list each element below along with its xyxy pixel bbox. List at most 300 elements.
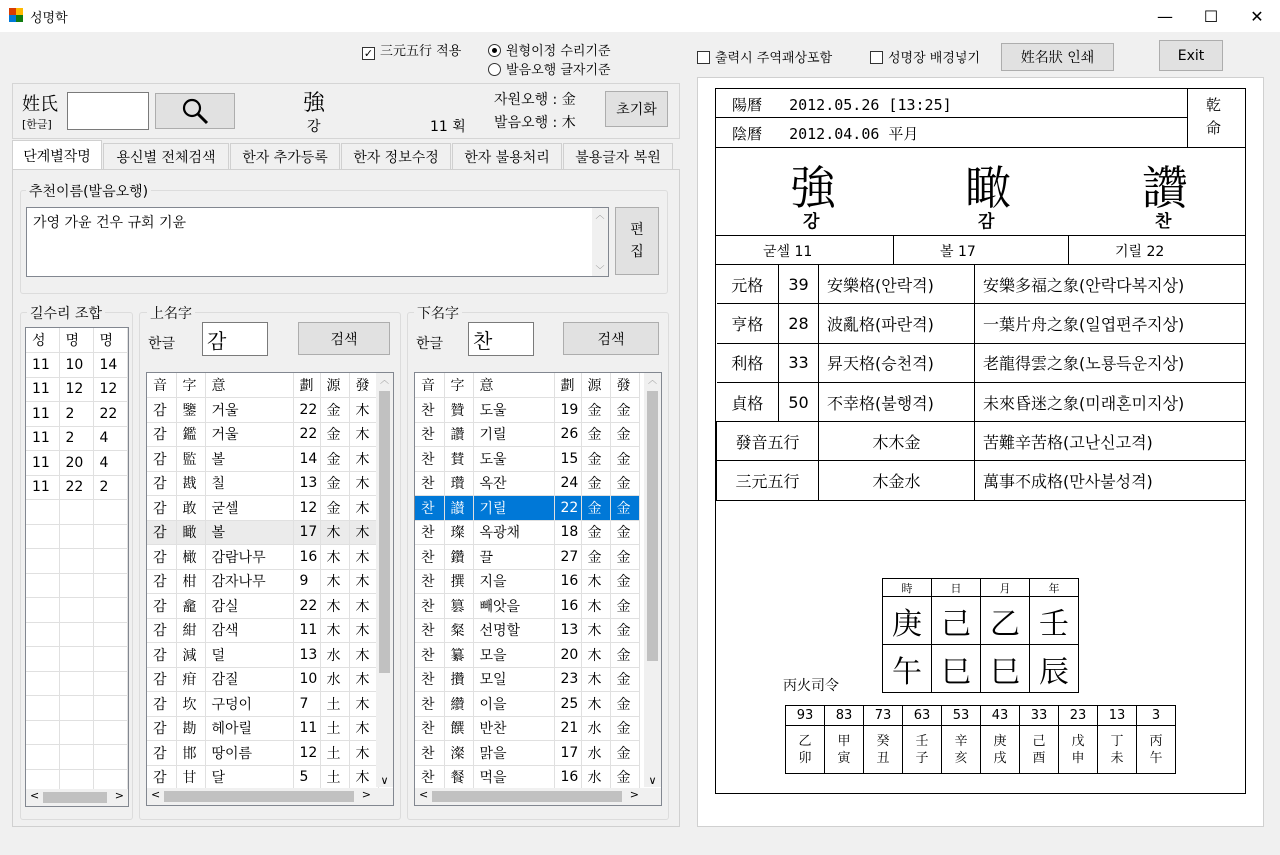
table-row[interactable] bbox=[26, 377, 127, 402]
table-cell: 11 bbox=[26, 451, 59, 476]
table-cell: 龕 bbox=[176, 594, 205, 619]
table-cell: 맑을 bbox=[473, 741, 554, 766]
table-cell: 찬 bbox=[415, 422, 444, 447]
radio-baleum[interactable]: 발음오행 글자기준 bbox=[488, 59, 611, 78]
table-cell: 金 bbox=[610, 422, 639, 447]
scroll-down-icon: ﹀ bbox=[595, 266, 605, 276]
table-row[interactable] bbox=[147, 643, 378, 668]
table-cell: 木 bbox=[349, 520, 378, 545]
table-cell: 4 bbox=[93, 451, 127, 476]
table-row[interactable] bbox=[147, 569, 378, 594]
table-row[interactable] bbox=[415, 618, 639, 643]
surname-hanja: 強 bbox=[303, 91, 326, 116]
gilsuri-hscroll[interactable] bbox=[26, 789, 128, 806]
lower-hangul-label: 한글 bbox=[416, 336, 444, 352]
table-row[interactable] bbox=[26, 426, 127, 451]
table-cell: 木 bbox=[320, 618, 349, 643]
col-header: 劃 bbox=[293, 373, 320, 398]
table-cell: 감 bbox=[147, 692, 176, 717]
table-cell: 9 bbox=[293, 569, 320, 594]
gyeok-cell: 不幸格(불행격) bbox=[819, 382, 975, 421]
table-cell: 土 bbox=[320, 765, 349, 790]
saju-stem: 己 bbox=[932, 597, 981, 645]
table-cell: 19 bbox=[554, 398, 581, 423]
table-cell: 金 bbox=[581, 545, 610, 570]
header-myeong2: 명 bbox=[93, 328, 127, 353]
table-cell: 13 bbox=[554, 618, 581, 643]
table-cell: 옥잔 bbox=[473, 471, 554, 496]
scroll-right-icon: > bbox=[361, 788, 371, 801]
daeun-age: 93 bbox=[786, 706, 825, 726]
check-icon: ✓ bbox=[363, 47, 374, 60]
baleum-ohaeng: 발음오행 : 木 bbox=[494, 115, 576, 131]
table-cell: 金 bbox=[610, 545, 639, 570]
gilsuri-label: 길수리 조합 bbox=[27, 303, 105, 323]
table-row[interactable] bbox=[26, 451, 127, 476]
upper-search-button[interactable]: 검색 bbox=[298, 322, 390, 355]
ohaeng-result: 苦難辛苦格(고난신고격) bbox=[975, 422, 1246, 461]
gyeok-row bbox=[717, 304, 1246, 343]
table-row[interactable] bbox=[415, 422, 639, 447]
scroll-thumb[interactable] bbox=[647, 391, 658, 661]
saju-branch-row bbox=[883, 645, 1079, 693]
table-cell: 金 bbox=[320, 496, 349, 521]
table-row[interactable] bbox=[147, 618, 378, 643]
gyeok-cell: 貞格 bbox=[717, 382, 779, 421]
table-cell: 찬 bbox=[415, 545, 444, 570]
table-cell: 모일 bbox=[473, 667, 554, 692]
table-cell: 감 bbox=[147, 765, 176, 790]
table-cell: 찬 bbox=[415, 447, 444, 472]
table-cell: 坎 bbox=[176, 692, 205, 717]
saju-header: 年 bbox=[1030, 579, 1079, 597]
table-cell: 찬 bbox=[415, 692, 444, 717]
lower-grid[interactable] bbox=[414, 372, 662, 806]
table-cell: 감 bbox=[147, 643, 176, 668]
table-cell: 22 bbox=[293, 422, 320, 447]
tab-danggye[interactable]: 단계별작명 bbox=[12, 140, 102, 170]
upper-input[interactable]: 감 bbox=[202, 322, 268, 356]
table-cell: 金 bbox=[581, 447, 610, 472]
table-cell: 澯 bbox=[444, 741, 473, 766]
table-cell: 金 bbox=[320, 398, 349, 423]
gyeok-rows bbox=[716, 264, 1246, 501]
tab-add-hanja[interactable]: 한자 추가등록 bbox=[230, 143, 340, 169]
table-cell: 감 bbox=[147, 667, 176, 692]
table-row[interactable] bbox=[147, 741, 378, 766]
table-cell: 땅이름 bbox=[205, 741, 293, 766]
table-row[interactable] bbox=[415, 765, 639, 790]
daeun-stem: 丁 bbox=[1110, 733, 1124, 749]
gilsuri-grid[interactable] bbox=[25, 327, 129, 807]
table-row[interactable] bbox=[415, 496, 639, 521]
daeun-pillar bbox=[942, 726, 981, 774]
table-cell: 볼 bbox=[205, 447, 293, 472]
background-checkbox[interactable]: 성명장 배경넣기 bbox=[870, 47, 980, 66]
window-title: 성명학 bbox=[30, 11, 68, 26]
table-cell: 疳 bbox=[176, 667, 205, 692]
table-row[interactable] bbox=[415, 716, 639, 741]
table-cell: 20 bbox=[59, 451, 93, 476]
table-row[interactable] bbox=[147, 496, 378, 521]
table-cell: 木 bbox=[349, 422, 378, 447]
table-row[interactable] bbox=[415, 398, 639, 423]
table-cell: 土 bbox=[320, 716, 349, 741]
sanwon-checkbox[interactable]: ✓ 三元五行 적용 bbox=[363, 44, 462, 60]
table-cell: 감 bbox=[147, 741, 176, 766]
tab-yongsin[interactable]: 용신별 전체검색 bbox=[103, 143, 229, 169]
table-cell: 2 bbox=[59, 402, 93, 427]
gyeok-cell: 安樂多福之象(안락다복지상) bbox=[975, 265, 1246, 304]
table-row[interactable] bbox=[26, 353, 127, 378]
gyeok-cell: 利格 bbox=[717, 343, 779, 382]
table-row[interactable] bbox=[415, 741, 639, 766]
daeun-branch: 丑 bbox=[876, 750, 890, 766]
table-cell: 柑 bbox=[176, 569, 205, 594]
table-row[interactable] bbox=[26, 402, 127, 427]
empty-row bbox=[26, 671, 127, 696]
table-row[interactable] bbox=[147, 520, 378, 545]
table-cell: 16 bbox=[554, 594, 581, 619]
table-row[interactable] bbox=[147, 692, 378, 717]
table-cell: 23 bbox=[554, 667, 581, 692]
gyeok-cell: 老龍得雲之象(노룡득운지상) bbox=[975, 343, 1246, 382]
gun-label-2: 命 bbox=[1206, 119, 1222, 137]
table-row[interactable] bbox=[147, 765, 378, 790]
table-cell: 水 bbox=[581, 741, 610, 766]
table-cell: 14 bbox=[93, 353, 127, 378]
table-cell: 찬 bbox=[415, 741, 444, 766]
table-row[interactable] bbox=[147, 422, 378, 447]
title-bar bbox=[0, 0, 1280, 32]
table-cell: 木 bbox=[349, 765, 378, 790]
search-button[interactable] bbox=[155, 93, 235, 129]
daeun-pillar bbox=[864, 726, 903, 774]
table-cell: 水 bbox=[581, 716, 610, 741]
radio-selected-icon bbox=[488, 44, 501, 57]
table-cell: 金 bbox=[320, 422, 349, 447]
table-cell: 金 bbox=[610, 716, 639, 741]
table-row[interactable] bbox=[415, 447, 639, 472]
print-juyeok-checkbox[interactable]: 출력시 주역괘상포함 bbox=[697, 47, 832, 66]
daeun-branch: 寅 bbox=[837, 750, 851, 766]
table-cell: 11 bbox=[26, 353, 59, 378]
lower-input[interactable]: 찬 bbox=[468, 322, 534, 356]
table-cell: 金 bbox=[581, 496, 610, 521]
lower-hscroll[interactable] bbox=[415, 788, 661, 805]
radio-wonhyeong[interactable]: 원형이정 수리기준 bbox=[488, 40, 611, 59]
saju-header: 月 bbox=[981, 579, 1030, 597]
table-cell: 木 bbox=[581, 594, 610, 619]
daeun-pillar bbox=[786, 726, 825, 774]
table-cell: 紺 bbox=[176, 618, 205, 643]
table-cell: 敢 bbox=[176, 496, 205, 521]
scroll-left-icon: < bbox=[151, 788, 161, 801]
table-row[interactable] bbox=[147, 471, 378, 496]
table-cell: 이을 bbox=[473, 692, 554, 717]
table-cell: 15 bbox=[554, 447, 581, 472]
table-cell: 2 bbox=[59, 426, 93, 451]
table-cell: 거울 bbox=[205, 422, 293, 447]
table-cell: 칠 bbox=[205, 471, 293, 496]
maximize-button[interactable]: ☐ bbox=[1203, 6, 1219, 26]
daeun-age: 33 bbox=[1020, 706, 1059, 726]
table-row[interactable] bbox=[415, 692, 639, 717]
surname-hangul: 강 bbox=[307, 119, 321, 135]
scroll-up-icon: ︿ bbox=[595, 211, 605, 221]
table-cell: 木 bbox=[349, 741, 378, 766]
empty-row bbox=[26, 500, 127, 525]
lower-table bbox=[415, 373, 640, 790]
daeun-branch: 酉 bbox=[1032, 750, 1046, 766]
table-cell: 木 bbox=[349, 569, 378, 594]
table-cell: 纘 bbox=[444, 692, 473, 717]
table-row[interactable] bbox=[147, 594, 378, 619]
table-cell: 鑒 bbox=[176, 398, 205, 423]
table-cell: 감람나무 bbox=[205, 545, 293, 570]
table-cell: 22 bbox=[93, 402, 127, 427]
table-cell: 木 bbox=[349, 496, 378, 521]
table-cell: 減 bbox=[176, 643, 205, 668]
table-cell: 끌 bbox=[473, 545, 554, 570]
table-cell: 木 bbox=[320, 545, 349, 570]
table-row[interactable] bbox=[415, 594, 639, 619]
solar-date: 陽曆 2012.05.26 [13:25] bbox=[732, 96, 952, 114]
table-cell: 金 bbox=[610, 667, 639, 692]
table-row[interactable] bbox=[147, 716, 378, 741]
gyeok-cell: 亨格 bbox=[717, 304, 779, 343]
upper-vscroll[interactable] bbox=[376, 373, 393, 787]
scroll-thumb[interactable] bbox=[164, 791, 354, 802]
table-cell: 찬 bbox=[415, 569, 444, 594]
daeun-pillar bbox=[903, 726, 942, 774]
table-cell: 篡 bbox=[444, 594, 473, 619]
table-cell: 찬 bbox=[415, 496, 444, 521]
table-row[interactable] bbox=[415, 569, 639, 594]
recommend-label: 추천이름(발음오행) bbox=[26, 181, 151, 201]
name-hanja-2: 瞰 bbox=[965, 161, 1011, 215]
gyeok-cell: 50 bbox=[779, 382, 819, 421]
meaning-1: 굳셀 11 bbox=[763, 244, 813, 260]
ohaeng-label: 發音五行 bbox=[717, 422, 819, 461]
ohaeng-result: 萬事不成格(만사불성격) bbox=[975, 461, 1246, 500]
exit-button[interactable]: Exit bbox=[1159, 40, 1223, 71]
gyeok-table bbox=[716, 264, 1246, 501]
table-cell: 璨 bbox=[444, 520, 473, 545]
daeun-table bbox=[785, 705, 1176, 774]
table-cell: 土 bbox=[320, 692, 349, 717]
table-cell: 讚 bbox=[444, 422, 473, 447]
table-row[interactable] bbox=[415, 667, 639, 692]
table-cell: 木 bbox=[581, 643, 610, 668]
table-cell: 金 bbox=[610, 741, 639, 766]
table-cell: 甘 bbox=[176, 765, 205, 790]
table-cell: 木 bbox=[349, 618, 378, 643]
table-cell: 金 bbox=[581, 520, 610, 545]
daeun-age: 63 bbox=[903, 706, 942, 726]
table-row[interactable] bbox=[26, 475, 127, 500]
saju-branch: 巳 bbox=[981, 645, 1030, 693]
daeun-branch: 未 bbox=[1110, 750, 1124, 766]
table-cell: 20 bbox=[554, 643, 581, 668]
gyeok-row bbox=[717, 265, 1246, 304]
table-cell: 찬 bbox=[415, 667, 444, 692]
table-cell: 감 bbox=[147, 471, 176, 496]
name-hangul-3: 찬 bbox=[1155, 212, 1172, 232]
table-cell: 勘 bbox=[176, 716, 205, 741]
gyeok-cell: 28 bbox=[779, 304, 819, 343]
table-cell: 金 bbox=[581, 471, 610, 496]
table-cell: 土 bbox=[320, 741, 349, 766]
lunar-date: 陰曆 2012.04.06 平月 bbox=[732, 125, 919, 143]
lower-search-button[interactable]: 검색 bbox=[563, 322, 659, 355]
table-cell: 鑽 bbox=[444, 545, 473, 570]
upper-grid[interactable] bbox=[146, 372, 394, 806]
table-cell: 木 bbox=[320, 594, 349, 619]
table-row[interactable] bbox=[147, 447, 378, 472]
name-hangul-2: 감 bbox=[978, 212, 995, 232]
table-row[interactable] bbox=[415, 471, 639, 496]
divider bbox=[716, 235, 1245, 236]
table-cell: 먹을 bbox=[473, 765, 554, 790]
col-header: 音 bbox=[415, 373, 444, 398]
saju-header-row bbox=[883, 579, 1079, 597]
minimize-button[interactable]: — bbox=[1157, 6, 1173, 26]
surname-label: 姓氏 bbox=[22, 94, 58, 115]
empty-row bbox=[26, 745, 127, 770]
table-cell: 25 bbox=[554, 692, 581, 717]
table-cell: 木 bbox=[581, 692, 610, 717]
divider bbox=[893, 235, 894, 264]
tab-restore-hanja[interactable]: 불용글자 복원 bbox=[563, 143, 673, 169]
upper-label: 上名字 bbox=[147, 303, 195, 323]
daeun-pillar bbox=[825, 726, 864, 774]
surname-input[interactable] bbox=[67, 92, 149, 130]
table-row[interactable] bbox=[415, 643, 639, 668]
gyeok-cell: 昇天格(승천격) bbox=[819, 343, 975, 382]
edit-button[interactable]: 편 집 bbox=[615, 207, 659, 275]
saju-branch: 午 bbox=[883, 645, 932, 693]
daeun-branch: 午 bbox=[1149, 750, 1163, 766]
table-cell: 감질 bbox=[205, 667, 293, 692]
recommend-textarea[interactable] bbox=[26, 207, 609, 277]
col-header: 發 bbox=[349, 373, 378, 398]
col-header: 源 bbox=[320, 373, 349, 398]
table-cell: 金 bbox=[610, 471, 639, 496]
scroll-thumb[interactable] bbox=[379, 391, 390, 673]
table-cell: 監 bbox=[176, 447, 205, 472]
radio-icon bbox=[488, 63, 501, 76]
gyeok-cell: 一葉片舟之象(일엽편주지상) bbox=[975, 304, 1246, 343]
table-row[interactable] bbox=[147, 545, 378, 570]
scroll-thumb[interactable] bbox=[432, 791, 622, 802]
saju-stem: 乙 bbox=[981, 597, 1030, 645]
table-cell: 木 bbox=[349, 471, 378, 496]
table-cell: 金 bbox=[610, 618, 639, 643]
saju-stem: 壬 bbox=[1030, 597, 1079, 645]
daeun-pillar bbox=[1098, 726, 1137, 774]
table-cell: 22 bbox=[59, 475, 93, 500]
table-cell: 木 bbox=[320, 569, 349, 594]
table-cell: 11 bbox=[26, 402, 59, 427]
scroll-thumb[interactable] bbox=[43, 792, 107, 803]
saju-stem: 庚 bbox=[883, 597, 932, 645]
daeun-stem: 丙 bbox=[1149, 733, 1163, 749]
empty-row bbox=[26, 696, 127, 721]
daeun-branch: 子 bbox=[915, 750, 929, 766]
table-row[interactable] bbox=[415, 520, 639, 545]
table-cell: 木 bbox=[320, 520, 349, 545]
scroll-left-icon: < bbox=[30, 789, 40, 802]
reset-button[interactable]: 초기화 bbox=[605, 91, 668, 127]
scroll-left-icon: < bbox=[419, 788, 429, 801]
gyeok-cell: 波亂格(파란격) bbox=[819, 304, 975, 343]
upper-table bbox=[147, 373, 379, 790]
table-cell: 빼앗을 bbox=[473, 594, 554, 619]
print-button[interactable]: 姓名狀 인쇄 bbox=[1001, 43, 1114, 71]
ohaeng-value: 木木金 bbox=[819, 422, 975, 461]
daeun-age: 13 bbox=[1098, 706, 1137, 726]
saju-header: 日 bbox=[932, 579, 981, 597]
table-cell: 金 bbox=[610, 398, 639, 423]
table-cell: 12 bbox=[93, 377, 127, 402]
empty-row bbox=[26, 720, 127, 745]
col-header: 音 bbox=[147, 373, 176, 398]
ohaeng-value: 木金水 bbox=[819, 461, 975, 500]
table-row[interactable] bbox=[415, 545, 639, 570]
table-cell: 감색 bbox=[205, 618, 293, 643]
meaning-2: 볼 17 bbox=[940, 244, 976, 260]
table-cell: 감 bbox=[147, 569, 176, 594]
gyeok-cell: 未來昏迷之象(미래혼미지상) bbox=[975, 382, 1246, 421]
table-cell: 17 bbox=[293, 520, 320, 545]
table-cell: 감 bbox=[147, 447, 176, 472]
daeun-age: 83 bbox=[825, 706, 864, 726]
upper-hscroll[interactable] bbox=[147, 788, 393, 805]
table-cell: 굳셀 bbox=[205, 496, 293, 521]
table-cell: 거울 bbox=[205, 398, 293, 423]
header-seong: 성 bbox=[26, 328, 59, 353]
table-cell: 11 bbox=[293, 716, 320, 741]
table-cell: 11 bbox=[293, 618, 320, 643]
table-row[interactable] bbox=[147, 398, 378, 423]
table-cell: 감실 bbox=[205, 594, 293, 619]
daeun-stem: 乙 bbox=[798, 733, 812, 749]
daeun-grid bbox=[785, 705, 1176, 774]
daeun-stem: 壬 bbox=[915, 733, 929, 749]
tab-edit-hanja[interactable]: 한자 정보수정 bbox=[341, 143, 451, 169]
table-cell: 纂 bbox=[444, 643, 473, 668]
scroll-down-icon: ∨ bbox=[648, 774, 657, 787]
table-cell: 13 bbox=[293, 643, 320, 668]
close-button[interactable]: ✕ bbox=[1250, 6, 1264, 26]
table-cell: 14 bbox=[293, 447, 320, 472]
table-cell: 찬 bbox=[415, 765, 444, 790]
tab-disable-hanja[interactable]: 한자 불용처리 bbox=[452, 143, 562, 169]
table-cell: 감 bbox=[147, 496, 176, 521]
empty-row bbox=[26, 524, 127, 549]
recommend-scrollbar[interactable] bbox=[592, 208, 608, 276]
table-row[interactable] bbox=[147, 667, 378, 692]
daeun-stem: 庚 bbox=[993, 733, 1007, 749]
table-cell: 木 bbox=[349, 667, 378, 692]
table-cell: 水 bbox=[581, 765, 610, 790]
table-cell: 감 bbox=[147, 594, 176, 619]
saju-table bbox=[882, 578, 1079, 693]
table-cell: 도울 bbox=[473, 447, 554, 472]
table-cell: 12 bbox=[293, 741, 320, 766]
lower-vscroll[interactable] bbox=[644, 373, 661, 787]
